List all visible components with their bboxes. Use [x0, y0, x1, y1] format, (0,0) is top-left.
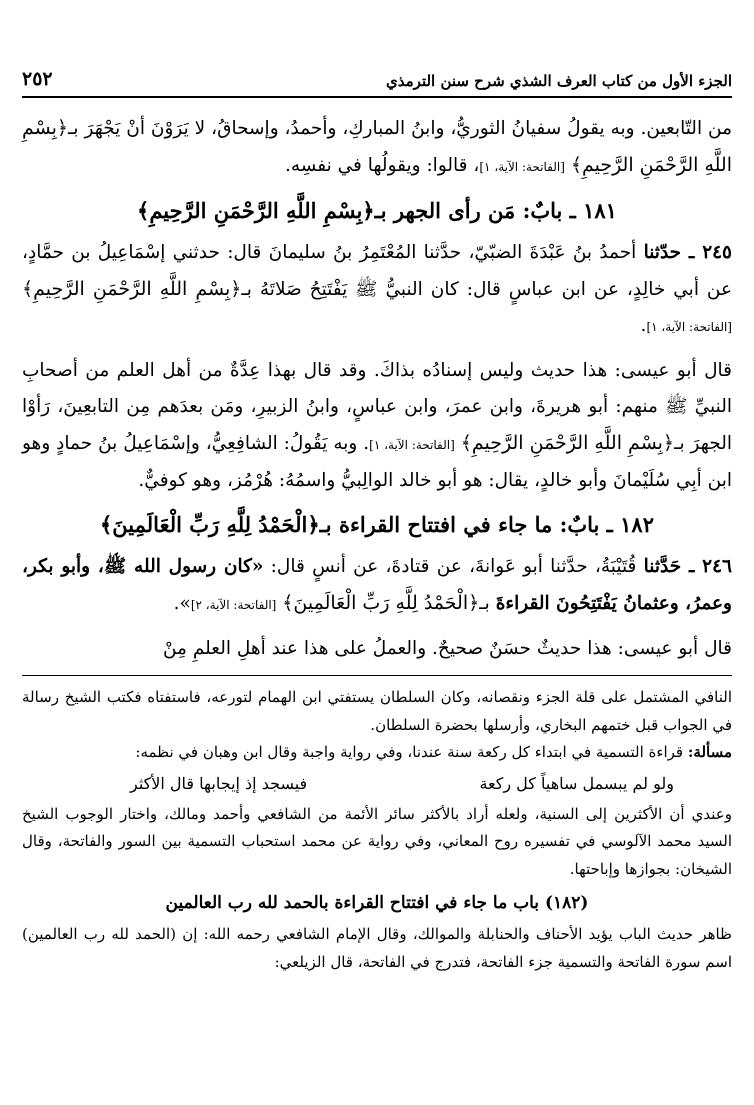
basmala: ﴿بِسْمِ اللَّهِ الرَّحْمَنِ الرَّحِيمِ﴾	[22, 278, 242, 300]
masala-label: مسألة:	[687, 743, 732, 761]
running-header	[22, 0, 732, 90]
paragraph-1-tail: ، قالوا: ويقولُها في نفسِه.	[284, 155, 480, 176]
paragraph-1	[22, 110, 732, 185]
hadith-246-bi: بـ	[479, 593, 496, 614]
quran-verse: ﴿الْحَمْدُ لِلَّهِ رَبِّ الْعَالَمِينَ﴾	[282, 592, 480, 614]
hadith-246-text: قُتَيْبَةُ، حدَّثنا أبو عَوانةَ، عن قتادةَ، عن أنسٍ قال:	[263, 556, 644, 577]
paragraph-2-text: قال أبو عيسى: هذا حديث وليس إسنادُه بذاكَ. وقد قال بهذا عِدَّةٌ من أهل العلم من أصحابِ النبيِّ ﷺ منهم: أبو هريرةَ، وابن عمرَ، وابن عباسٍ، وابنُ الزبيرِ، ومَن بعدَهم مِن التابعِينَ، رَأوْا الجهرَ بـ	[22, 360, 733, 454]
paragraph-3: قال أبو عيسى: هذا حديثٌ حسَنٌ صحيحٌ. والعملُ على هذا عند أهلِ العلمِ مِنْ	[162, 638, 732, 659]
hadith-245-tail: .	[640, 315, 647, 336]
chapter-182-heading	[22, 505, 732, 545]
spacer	[22, 345, 732, 353]
footnote-rule	[22, 675, 732, 676]
chapter-182-title: ١٨٢ ـ بابٌ: ما جاء في افتتاح القراءة بـ	[319, 512, 654, 537]
poem-verse	[22, 767, 732, 801]
spacer	[22, 623, 732, 631]
paragraph-1-text: من التّابعين. وبه يقولُ سفيانُ الثوريُّ، وابنُ المباركِ، وأحمدُ، وإسحاقُ، لا يَرَوْنَ أنْ يَجْهَرَ بـ	[68, 118, 732, 139]
page-number: ٢٥٢	[22, 68, 53, 90]
masala-text: قراءة التسمية في ابتداء كل ركعة سنة عندنا، وفي رواية واجبة وقال ابن وهبان في نظمه:	[135, 743, 688, 761]
hadith-246	[22, 549, 732, 623]
footnote-masala	[22, 739, 732, 767]
quran-reference: [الفاتحة: الآية، ١]	[646, 320, 732, 334]
verse-second-hemistich: فيسجد إذ إيجابها قال الأكثر	[130, 773, 308, 793]
footnote-chapter-heading: (١٨٢) باب ما جاء في افتتاح القراءة بالحمد لله رب العالمين	[165, 893, 589, 913]
hadith-245	[22, 235, 732, 345]
hadith-246-tail: ».	[173, 593, 191, 614]
paragraph-2-tail: . وبه يَقُولُ: الشافِعِيُّ، وإسْمَاعِيلُ بنُ حمادٍ وهو ابن أبِي سُلَيْمانَ وأبو خالدٍ، يقال: هو أبو خالد الوالِبيُّ واسمُهُ: هُرْمُز، وهو كوفيٌّ.	[22, 433, 732, 491]
footnote-4: ظاهر حديث الباب يؤيد الأحناف والحنابلة والموالك، وقال الإمام الشافعي رحمه الله: إن (الحمد لله رب العالمين) اسم سورة الفاتحة والتسمية جزء الفاتحة، فتدرج في الفاتحة، قال الزيلعي:	[22, 925, 732, 971]
chapter-181-title: ١٨١ ـ بابٌ: مَن رأى الجهر بـ	[374, 198, 617, 223]
header-rule	[22, 96, 732, 98]
hadith-245-number: ٢٤٥ ـ حدّثنا	[643, 242, 732, 263]
hadith-246-number: ٢٤٦ ـ حَدَّثنا	[643, 556, 732, 577]
quran-reference: [الفاتحة: الآية، ٢]	[190, 598, 277, 612]
chapter-182-verse: ﴿الْحَمْدُ لِلَّهِ رَبِّ الْعَالَمِينَ﴾	[100, 512, 320, 537]
hadith-246-matn: «كان رسول الله ﷺ، وأبو بكر، وعمرُ، وعثمانُ يَفْتَتِحُونَ القراءةَ	[22, 556, 732, 614]
basmala: ﴿بِسْمِ اللَّهِ الرَّحْمَنِ الرَّحِيمِ﴾	[460, 432, 675, 454]
footnote-3: وعندي أن الأكثرين إلى السنية، ولعله أراد بالأكثر سائر الأئمة من الشافعي وأحمد ومالك، واختار الوجوب الشيخ السيد محمد الآلوسي في تفسيره روح المعاني، وفي رواية عن محمد استحباب التسمية بين السور والفاتحة، وقال الشيخان: بجوازها وإباحتها.	[22, 804, 732, 878]
running-title: الجزء الأول من كتاب العرف الشذي شرح سنن الترمذي	[386, 72, 732, 90]
basmala: ﴿بِسْمِ اللَّهِ الرَّحْمَنِ الرَّحِيمِ﴾	[22, 117, 732, 176]
footnote-1: النافي المشتمل على قلة الجزء ونقصانه، وكان السلطان يستفتي ابن الهمام لتورعه، فاستفتاه فكتب الشيخ رسالة في الجواب قبل ختمهم البخاري، وأرسلها بحضرة السلطان.	[22, 688, 732, 734]
quran-reference: [الفاتحة: الآية، ١]	[369, 438, 455, 452]
chapter-181-basmala: ﴿بِسْمِ اللَّهِ الرَّحْمَنِ الرَّحِيمِ﴾	[137, 198, 375, 223]
paragraph-2	[22, 353, 732, 499]
quran-reference: [الفاتحة: الآية، ١]	[479, 160, 565, 174]
verse-first-hemistich: ولو لم يبسمل ساهياً كل ركعة	[479, 773, 674, 793]
hadith-245-text: أحمدُ بنُ عَبْدَةَ الضبّيّ، حدَّثنا المُعْتَمِرُ بنُ سليمانَ قال: حدثني إسْمَاعِيلُ بن حمَّادٍ، عن أبي خالِدٍ، عن ابن عباسٍ قال: كان النبيُّ ﷺ يَفْتَتِحُ صَلاتَهُ بـ	[22, 242, 733, 300]
chapter-181-heading	[22, 191, 732, 231]
